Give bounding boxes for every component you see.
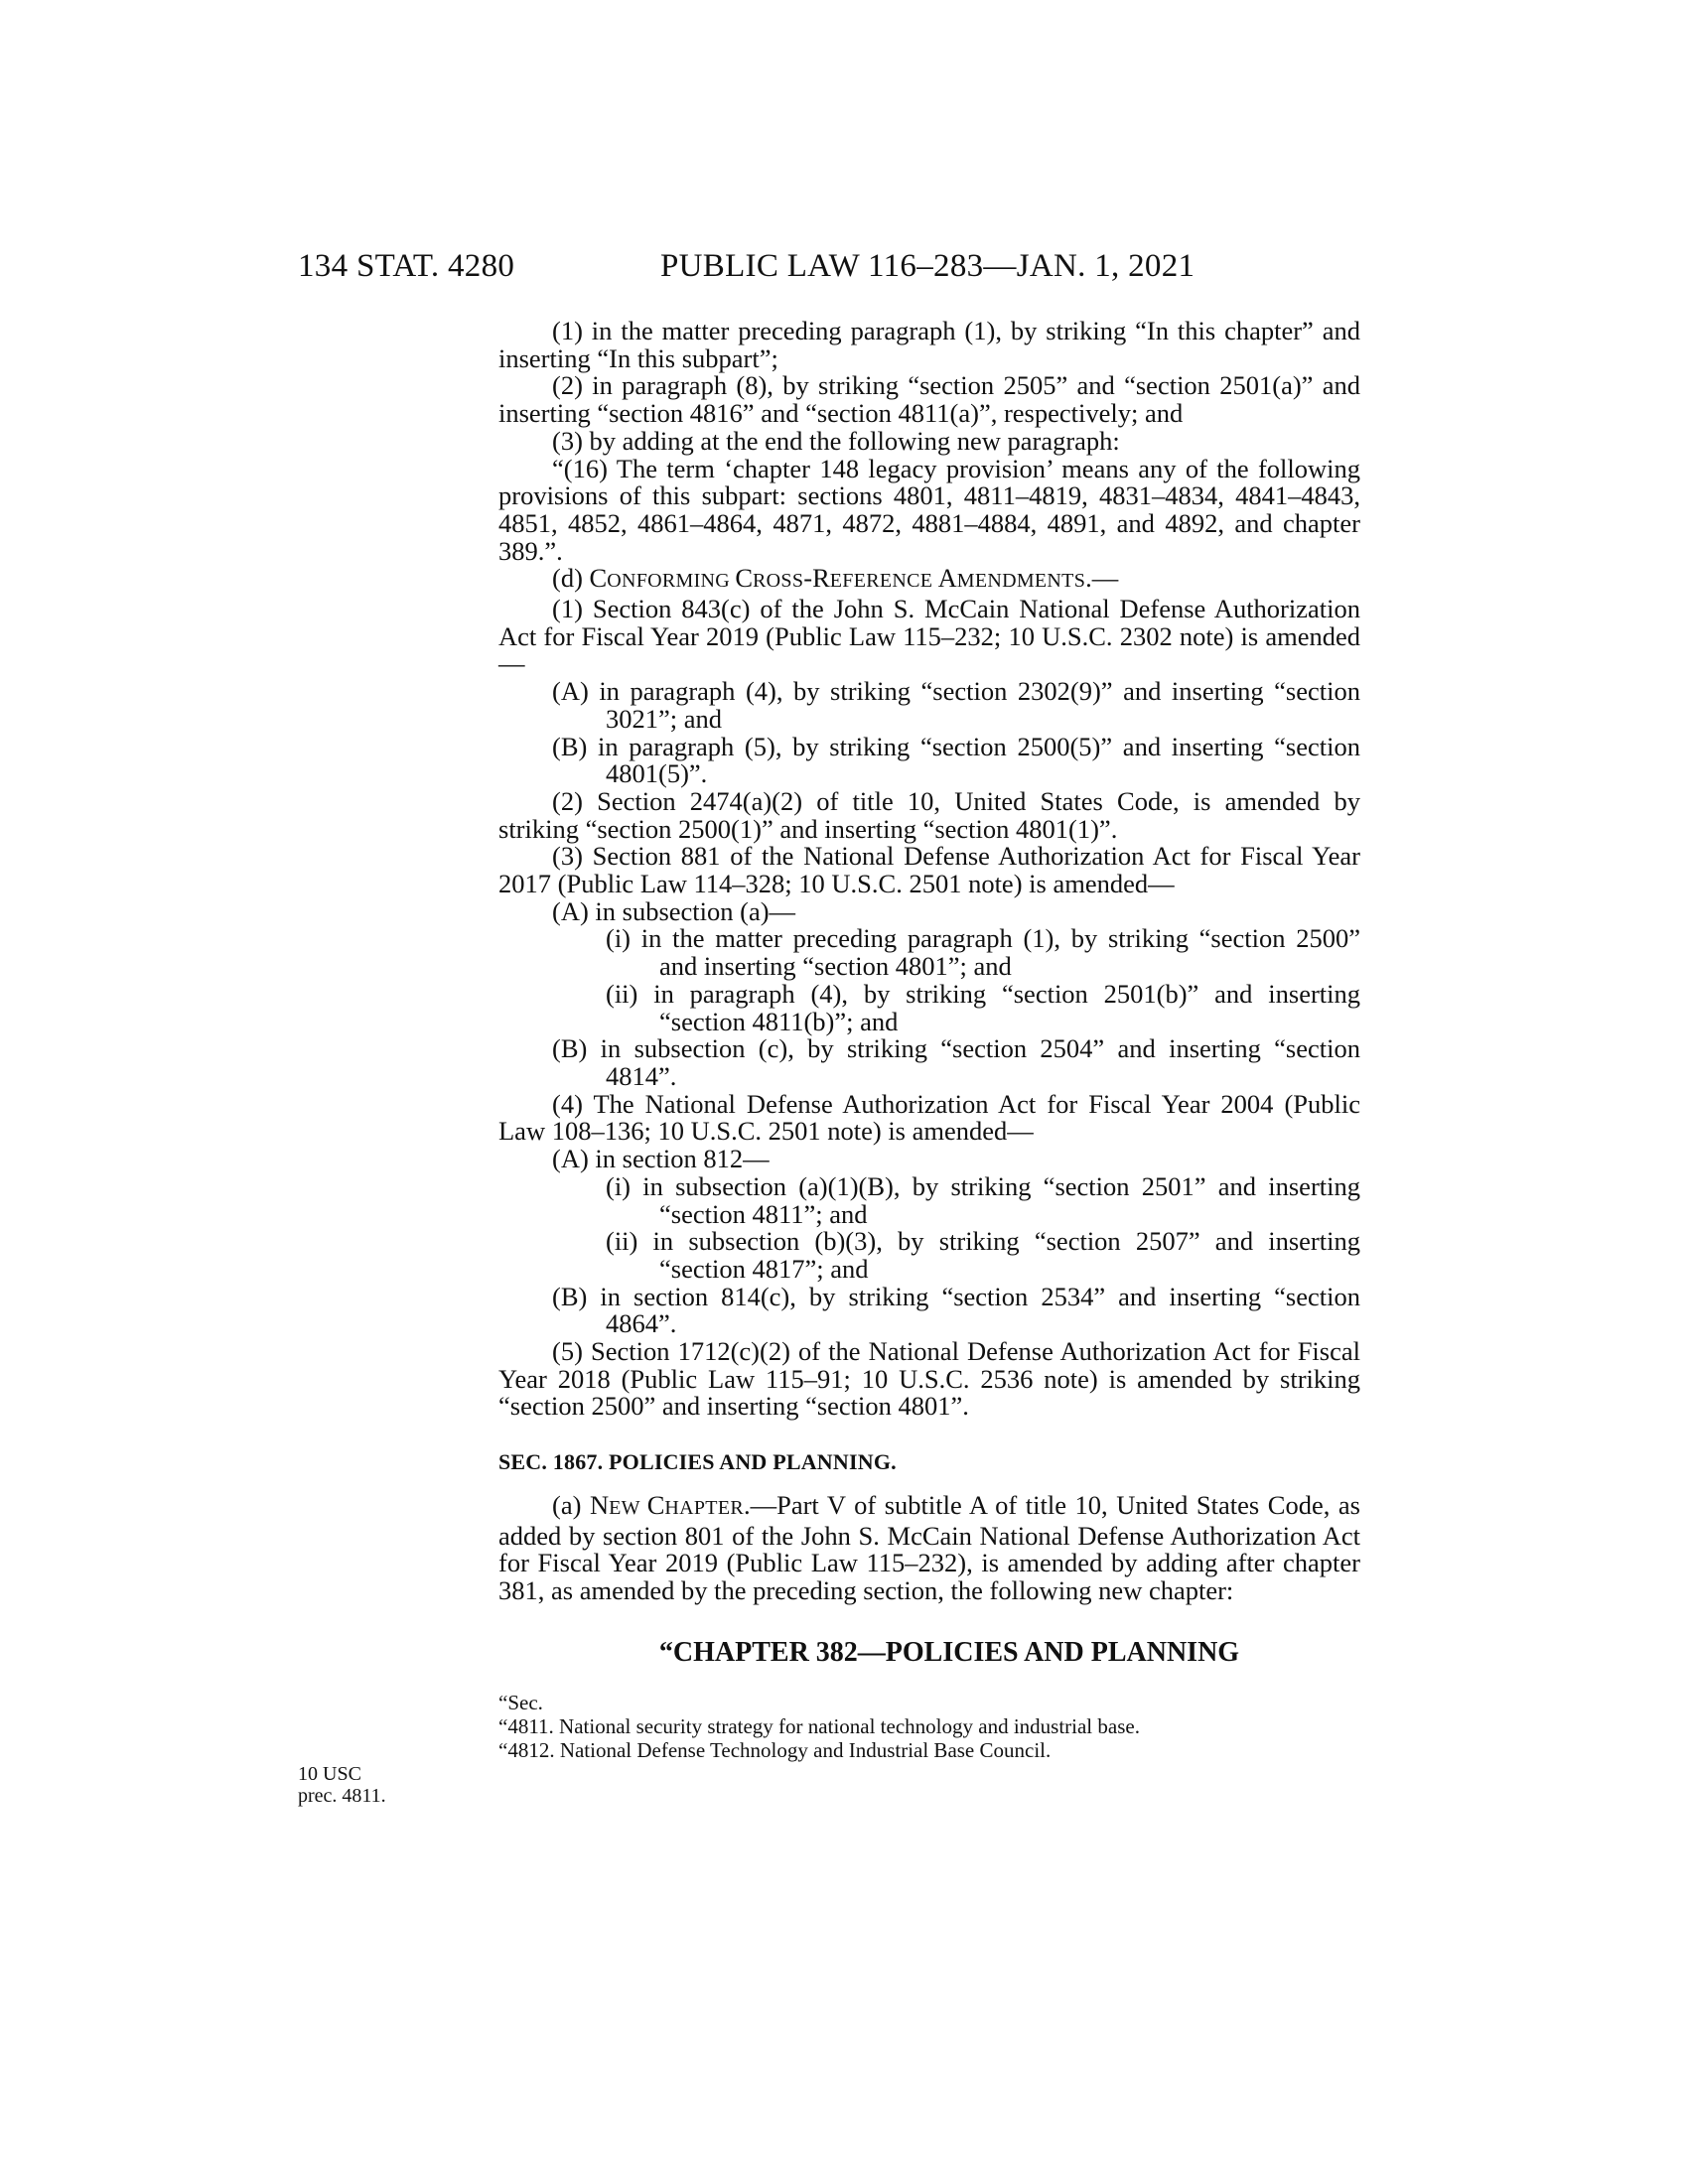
toc-item: “4811. National security strategy for national technology and industrial base.	[498, 1713, 1140, 1738]
amendment-d3-A-ii: (ii) in paragraph (4), by striking “section 2501(b)” and inserting “section 4811(b)”; and	[606, 978, 1360, 1036]
amendment-d3-A-i: (i) in the matter preceding paragraph (1), by striking “section 2500” and inserting “section 4801”; and	[606, 923, 1360, 982]
amendment-d4-A: (A) in section 812—	[552, 1144, 770, 1174]
chapter-table-of-contents	[498, 1691, 1360, 1762]
page-header-title: PUBLIC LAW 116–283—JAN. 1, 2021	[660, 248, 1196, 284]
heading-part: R	[812, 563, 830, 594]
margin-note-line: prec. 4811.	[298, 1785, 386, 1807]
paragraph-1: (1) in the matter preceding paragraph (1), by striking “In this chapter” and inserting “In this subpart”;	[498, 316, 1360, 373]
amendment-d4-A-i: (i) in subsection (a)(1)(B), by striking “section 2501” and inserting “section 4811”; and	[606, 1170, 1360, 1229]
heading-part: HAPTER	[664, 1496, 744, 1519]
heading-part: C	[589, 563, 608, 594]
page-stat-number: 134 STAT. 4280	[298, 248, 515, 284]
heading-part: ONFORMING	[607, 570, 736, 593]
amendment-d3-A: (A) in subsection (a)—	[552, 895, 796, 926]
toc-item: “4812. National Defense Technology and Industrial Base Council.	[498, 1737, 1052, 1762]
amendment-d2: (2) Section 2474(a)(2) of title 10, United States Code, is amended by striking “section 2500(1)” and inserting “section 4801(1)”.	[498, 785, 1360, 844]
heading-part: .—	[1085, 563, 1119, 594]
amendment-d3-B: (B) in subsection (c), by striking “section 2504” and inserting “section 4814”.	[552, 1033, 1360, 1091]
paragraph-3: (3) by adding at the end the following new paragraph:	[552, 425, 1120, 456]
heading-part: C	[646, 1489, 665, 1520]
section-1867-a	[498, 1489, 1360, 1605]
heading-part: MENDMENTS	[956, 570, 1086, 593]
amendment-d1-A: (A) in paragraph (4), by striking “section 2302(9)” and inserting “section 3021”; and	[552, 676, 1360, 734]
chapter-382-title: “CHAPTER 382—POLICIES AND PLANNING	[658, 1636, 1240, 1668]
toc-sec-label: “Sec.	[498, 1690, 543, 1714]
margin-note-line: 10 USC	[298, 1763, 361, 1785]
amendment-d1-B: (B) in paragraph (5), by striking “section 2500(5)” and inserting “section 4801(5)”.	[552, 731, 1360, 789]
heading-part: A	[937, 563, 957, 594]
heading-part: EW	[609, 1496, 647, 1519]
subsection-d-heading	[498, 565, 1360, 596]
heading-part: ROSS	[753, 570, 804, 593]
heading-part: EFERENCE	[829, 570, 938, 593]
subsection-a-prefix: (a)	[552, 1489, 590, 1520]
amendment-d1: (1) Section 843(c) of the John S. McCain National Defense Authorization Act for Fiscal Year 2019 (Public Law 115–232; 10 U.S.C. 2302 note) is amended—	[498, 594, 1360, 679]
subsection-a-text: Part V of subtitle A of title 10, United States Code, as added by section 801 of the John S. McCain National Defense Authorization Act for Fiscal Year 2019 (Public Law 115–232), is amended by adding after chapter 381, as amended by the preceding section, the following new chapter:	[498, 1489, 1360, 1605]
margin-note-usc	[298, 1763, 386, 1807]
section-1867-heading: SEC. 1867. POLICIES AND PLANNING.	[498, 1449, 897, 1475]
main-text-column	[498, 318, 1360, 1762]
amendment-d4-B: (B) in section 814(c), by striking “section 2534” and inserting “section 4864”.	[552, 1281, 1360, 1339]
chapter-heading-block	[498, 1636, 1360, 1687]
definition-16: “(16) The term ‘chapter 148 legacy provision’ means any of the following provisions of this subpart: sections 4801, 4811–4819, 4831–4834, 4841–4843, 4851, 4852, 4861–4864, 4871, 4872, 4881–4884, 4891, and 4892, and chapter 389.”.	[498, 453, 1360, 566]
paragraph-2: (2) in paragraph (8), by striking “section 2505” and “section 2501(a)” and inserting “section 4816” and “section 4811(a)”, respectively; and	[498, 370, 1360, 429]
amendment-d3: (3) Section 881 of the National Defense Authorization Act for Fiscal Year 2017 (Public Law 114–328; 10 U.S.C. 2501 note) is amended—	[498, 841, 1360, 899]
heading-part: N	[589, 1489, 610, 1520]
heading-part: C	[735, 563, 754, 594]
subsection-d-prefix: (d)	[552, 563, 590, 594]
heading-part: .—	[743, 1489, 777, 1520]
amendment-d4-A-ii: (ii) in subsection (b)(3), by striking “section 2507” and inserting “section 4817”; and	[606, 1226, 1360, 1284]
amendment-d4: (4) The National Defense Authorization Act for Fiscal Year 2004 (Public Law 108–136; 10 U.S.C. 2501 note) is amended—	[498, 1088, 1360, 1147]
amendment-d5: (5) Section 1712(c)(2) of the National Defense Authorization Act for Fiscal Year 2018 (Public Law 115–91; 10 U.S.C. 2536 note) is amended by striking “section 2500” and inserting “section 4801”.	[498, 1336, 1360, 1422]
heading-part: -	[803, 563, 813, 594]
